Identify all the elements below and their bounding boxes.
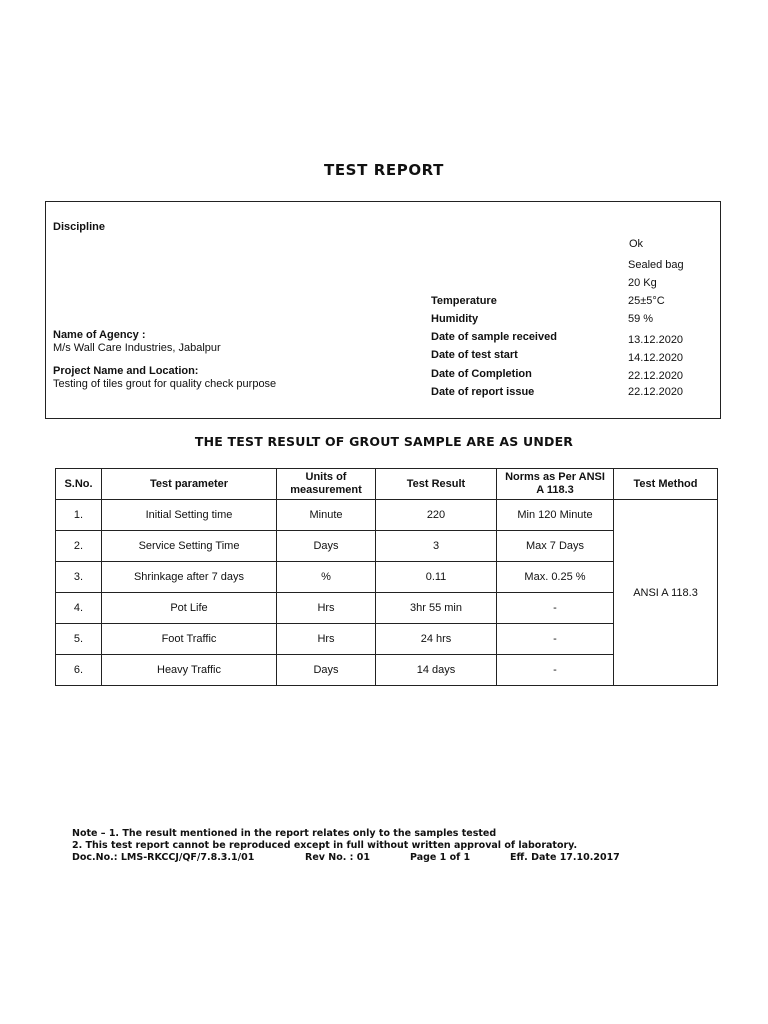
serial-cell: 1. <box>56 500 102 531</box>
completion-value: 22.12.2020 <box>628 370 684 382</box>
result-cell: 24 hrs <box>376 624 497 655</box>
parameter-cell: Heavy Traffic <box>102 655 277 686</box>
serial-cell: 6. <box>56 655 102 686</box>
result-cell: 3 <box>376 531 497 562</box>
parameter-cell: Foot Traffic <box>102 624 277 655</box>
revision-number: Rev No. : 01 <box>305 852 370 863</box>
document-control-row <box>72 852 632 864</box>
serial-cell: 3. <box>56 562 102 593</box>
column-header: Test parameter <box>102 469 277 500</box>
table-row <box>56 500 718 531</box>
humidity-label: Humidity <box>431 313 479 325</box>
effective-date: Eff. Date 17.10.2017 <box>510 852 620 863</box>
unit-cell: Days <box>277 531 376 562</box>
parameter-cell: Pot Life <box>102 593 277 624</box>
norm-cell: Min 120 Minute <box>497 500 614 531</box>
norm-cell: - <box>497 593 614 624</box>
completion-label: Date of Completion <box>431 368 532 380</box>
column-header: Norms as Per ANSI A 118.3 <box>497 469 614 500</box>
test-method-cell: ANSI A 118.3 <box>614 500 718 686</box>
serial-cell: 2. <box>56 531 102 562</box>
unit-cell: Minute <box>277 500 376 531</box>
temperature-value: 25±5°C <box>628 295 665 307</box>
table-header-row <box>56 469 718 500</box>
result-cell: 14 days <box>376 655 497 686</box>
result-cell: 220 <box>376 500 497 531</box>
temperature-label: Temperature <box>431 295 497 307</box>
parameter-cell: Shrinkage after 7 days <box>102 562 277 593</box>
discipline-label: Discipline <box>53 221 105 233</box>
column-header: Test Result <box>376 469 497 500</box>
project-value: Testing of tiles grout for quality check purpose <box>53 378 277 390</box>
sample-info-box <box>45 201 721 419</box>
parameter-cell: Initial Setting time <box>102 500 277 531</box>
serial-cell: 5. <box>56 624 102 655</box>
unit-cell: Days <box>277 655 376 686</box>
parameter-cell: Service Setting Time <box>102 531 277 562</box>
report-title: TEST REPORT <box>324 161 444 179</box>
result-cell: 3hr 55 min <box>376 593 497 624</box>
test-start-value: 14.12.2020 <box>628 352 684 364</box>
doc-number: Doc.No.: LMS-RKCCJ/QF/7.8.3.1/01 <box>72 852 255 863</box>
report-issue-value: 22.12.2020 <box>628 386 684 398</box>
project-label: Project Name and Location: <box>53 365 199 377</box>
unit-cell: % <box>277 562 376 593</box>
column-header: S.No. <box>56 469 102 500</box>
results-table <box>55 468 718 686</box>
humidity-value: 59 % <box>628 313 654 325</box>
footer-notes <box>72 828 632 864</box>
unit-cell: Hrs <box>277 624 376 655</box>
note-line-2: 2. This test report cannot be reproduced except in full without written approval of laboratory. <box>72 840 578 851</box>
sample-condition-value: Ok <box>629 238 644 250</box>
test-start-label: Date of test start <box>431 349 518 361</box>
serial-cell: 4. <box>56 593 102 624</box>
packing-value: Sealed bag <box>628 259 684 271</box>
column-header: Test Method <box>614 469 718 500</box>
result-cell: 0.11 <box>376 562 497 593</box>
column-header: Units of measurement <box>277 469 376 500</box>
agency-value: M/s Wall Care Industries, Jabalpur <box>53 342 221 354</box>
section-title: THE TEST RESULT OF GROUT SAMPLE ARE AS UNDER <box>194 434 574 449</box>
norm-cell: - <box>497 655 614 686</box>
norm-cell: Max. 0.25 % <box>497 562 614 593</box>
note-line-1: Note – 1. The result mentioned in the report relates only to the samples tested <box>72 828 497 839</box>
norm-cell: Max 7 Days <box>497 531 614 562</box>
quantity-value: 20 Kg <box>628 277 657 289</box>
agency-label: Name of Agency : <box>53 329 146 341</box>
page-number: Page 1 of 1 <box>410 852 471 863</box>
sample-received-value: 13.12.2020 <box>628 334 684 346</box>
norm-cell: - <box>497 624 614 655</box>
sample-received-label: Date of sample received <box>431 331 557 343</box>
report-issue-label: Date of report issue <box>431 386 535 398</box>
unit-cell: Hrs <box>277 593 376 624</box>
